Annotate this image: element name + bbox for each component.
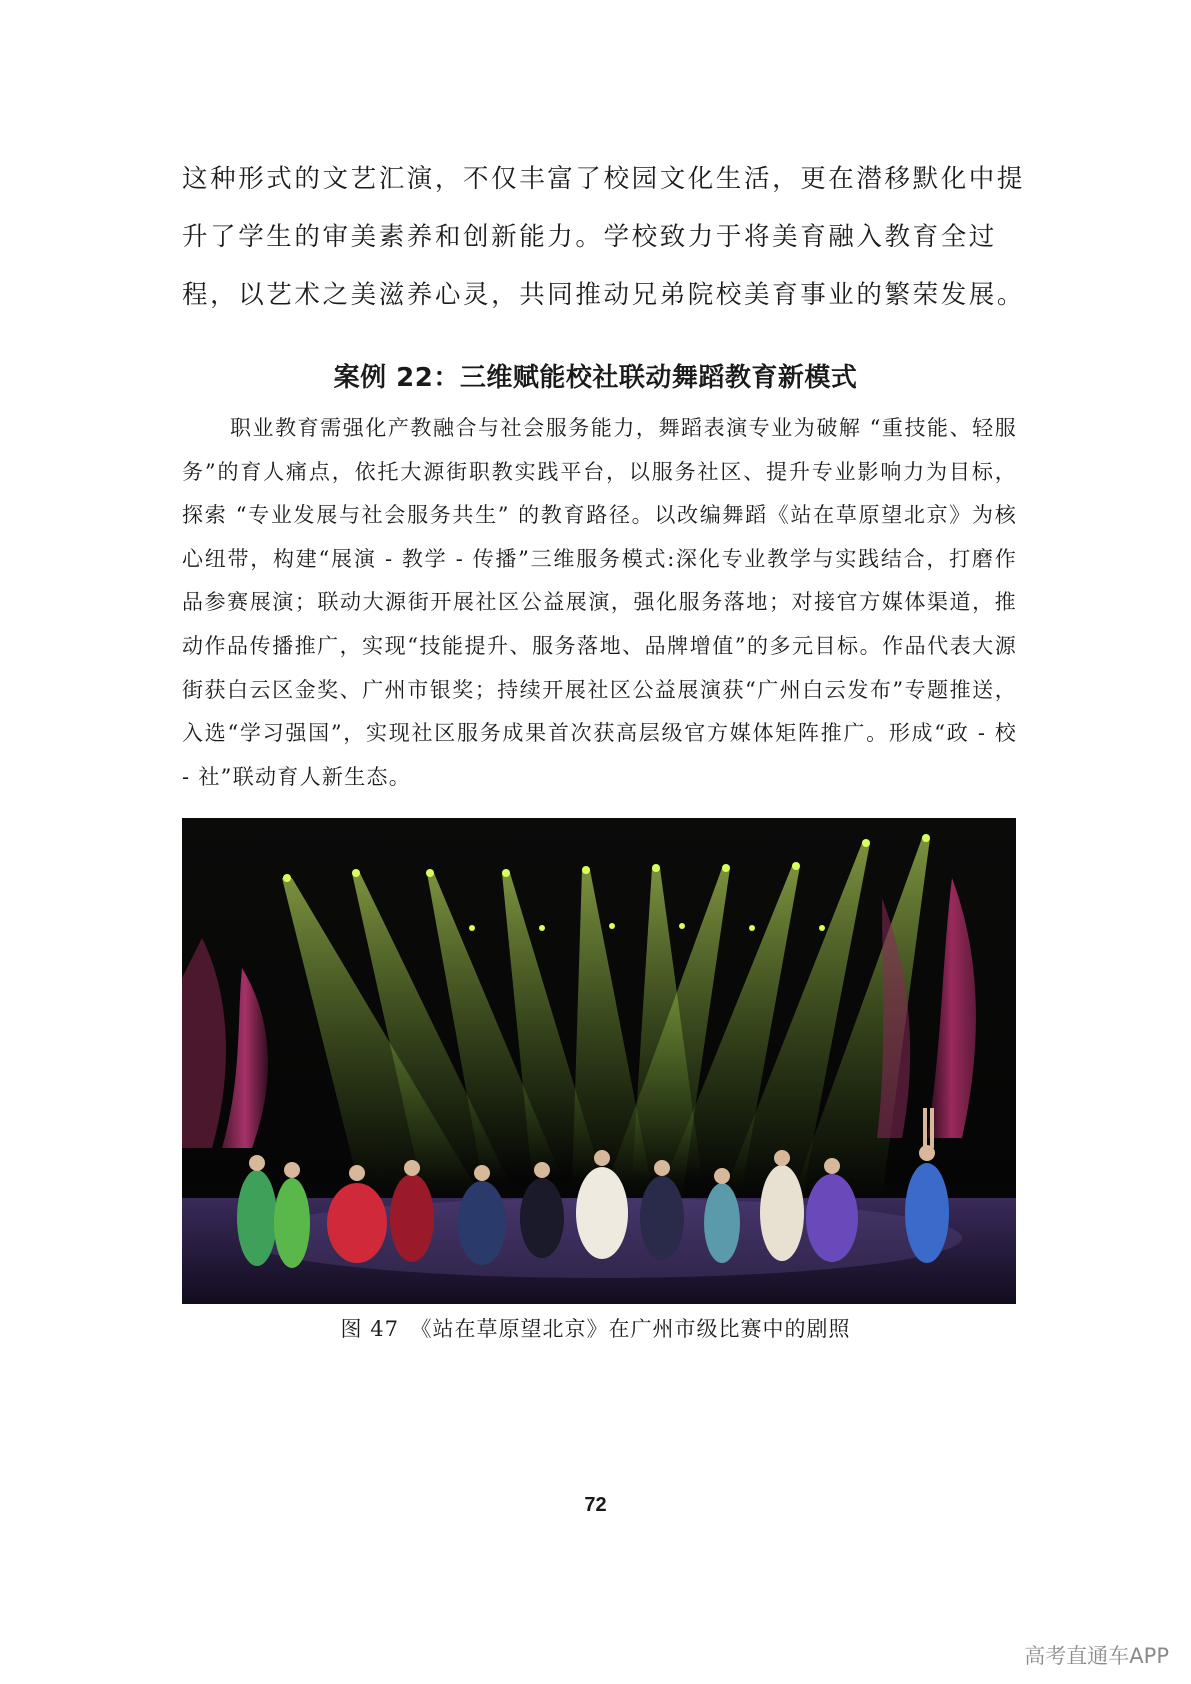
page-number: 72	[584, 1494, 607, 1516]
case-heading: 案例 22：三维赋能校社联动舞蹈教育新模式	[333, 363, 858, 393]
watermark: 高考直通车APP	[1024, 1644, 1169, 1668]
case-body-paragraph: 职业教育需强化产教融合与社会服务能力，舞蹈表演专业为破解 “重技能、轻服务”的育人痛点，依托大源街职教实践平台，以服务社区、提升专业影响力为目标，探索 “专业发展与社会服务共生” 的教育路径。以改编舞蹈《站在草原望北京》为核心纽带，构建“展演 - 教学 - 传播”三维服务模式:深化专业教学与实践结合，打磨作品参赛展演；联动大源街开展社区公益展演，强化服务落地；对接官方媒体渠道，推动作品传播推广，实现“技能提升、服务落地、品牌增值”的多元目标。作品代表大源街获白云区金奖、广州市银奖；持续开展社区公益展演获“广州白云发布”专题推送，入选“学习强国”，实现社区服务成果首次获高层级官方媒体矩阵推广。形成“政 - 校 - 社”联动育人新生态。	[182, 416, 1017, 789]
lead-paragraph: 这种形式的文艺汇演，不仅丰富了校园文化生活，更在潜移默化中提升了学生的审美素养和创新能力。学校致力于将美育融入教育全过程，以艺术之美滋养心灵，共同推动兄弟院校美育事业的繁荣发展。	[182, 164, 1026, 310]
figure-caption: 图 47 《站在草原望北京》在广州市级比赛中的剧照	[340, 1317, 851, 1341]
stage-performance-photo	[182, 818, 1016, 1304]
